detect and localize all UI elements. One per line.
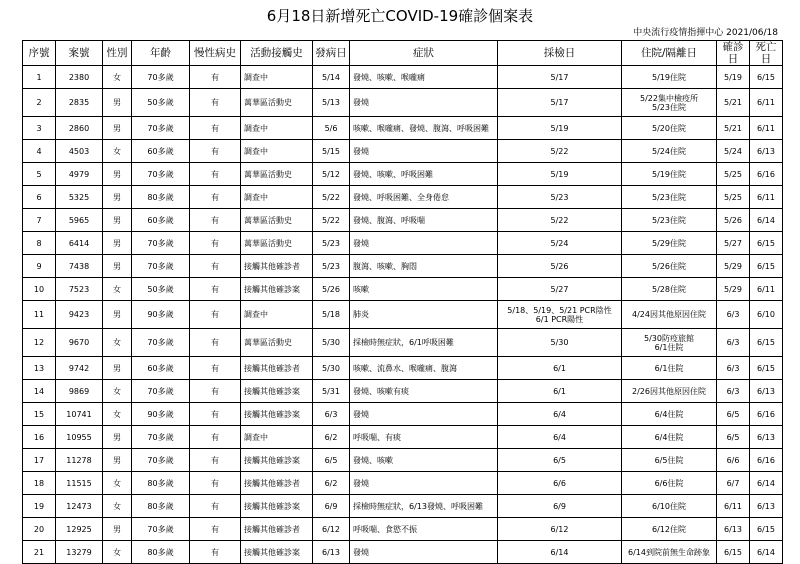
cell-case-no: 12473	[56, 495, 103, 518]
table-body	[23, 66, 783, 564]
death-case-table	[22, 40, 783, 564]
cell-admission: 6/6住院	[622, 472, 717, 495]
cell-contact: 接觸其他確診案	[241, 449, 313, 472]
cell-seq: 13	[23, 357, 56, 380]
cell-chronic: 有	[190, 163, 241, 186]
cell-case-no: 2835	[56, 89, 103, 117]
cell-symptoms: 發燒、咳嗽	[350, 449, 498, 472]
cell-chronic: 有	[190, 449, 241, 472]
cell-chronic: 有	[190, 357, 241, 380]
cell-case-no: 4979	[56, 163, 103, 186]
cell-chronic: 有	[190, 209, 241, 232]
cell-chronic: 有	[190, 495, 241, 518]
cell-sex: 男	[103, 163, 132, 186]
cell-age: 90多歲	[132, 301, 190, 329]
cell-seq: 19	[23, 495, 56, 518]
table-row	[23, 278, 783, 301]
table-row	[23, 495, 783, 518]
table-row	[23, 117, 783, 140]
cell-onset: 5/13	[313, 89, 350, 117]
cell-symptoms: 採檢時無症狀，6/1呼吸困難	[350, 329, 498, 357]
cell-death-date: 6/11	[750, 278, 783, 301]
cell-age: 80多歲	[132, 186, 190, 209]
table-header-row	[23, 41, 783, 66]
cell-sample-date: 5/22	[498, 140, 622, 163]
cell-confirm-date: 6/3	[717, 301, 750, 329]
cell-death-date: 6/15	[750, 329, 783, 357]
cell-symptoms: 發燒	[350, 541, 498, 564]
cell-seq: 8	[23, 232, 56, 255]
cell-case-no: 10955	[56, 426, 103, 449]
header-case-no: 案號	[56, 41, 103, 66]
header-symptoms: 症狀	[350, 41, 498, 66]
cell-admission: 5/22集中檢疫所 5/23住院	[622, 89, 717, 117]
cell-age: 70多歲	[132, 449, 190, 472]
cell-seq: 1	[23, 66, 56, 89]
table-row	[23, 66, 783, 89]
table-row	[23, 186, 783, 209]
cell-sample-date: 6/1	[498, 357, 622, 380]
cell-symptoms: 發燒	[350, 232, 498, 255]
cell-age: 80多歲	[132, 495, 190, 518]
cell-death-date: 6/13	[750, 495, 783, 518]
cell-admission: 6/14到院前無生命跡象	[622, 541, 717, 564]
cell-confirm-date: 6/3	[717, 357, 750, 380]
cell-sex: 男	[103, 186, 132, 209]
cell-symptoms: 咳嗽	[350, 278, 498, 301]
cell-sample-date: 6/1	[498, 380, 622, 403]
table-row	[23, 232, 783, 255]
cell-contact: 接觸其他確診案	[241, 278, 313, 301]
cell-onset: 5/6	[313, 117, 350, 140]
cell-admission: 5/19住院	[622, 163, 717, 186]
cell-onset: 6/3	[313, 403, 350, 426]
cell-age: 50多歲	[132, 89, 190, 117]
cell-death-date: 6/13	[750, 426, 783, 449]
cell-admission: 5/23住院	[622, 186, 717, 209]
cell-contact: 接觸其他確診案	[241, 403, 313, 426]
cell-seq: 9	[23, 255, 56, 278]
cell-sample-date: 5/23	[498, 186, 622, 209]
cell-seq: 6	[23, 186, 56, 209]
cell-seq: 4	[23, 140, 56, 163]
cell-symptoms: 採檢時無症狀，6/13發燒、呼吸困難	[350, 495, 498, 518]
cell-contact: 萬華區活動史	[241, 209, 313, 232]
cell-onset: 5/15	[313, 140, 350, 163]
cell-age: 70多歲	[132, 426, 190, 449]
cell-case-no: 9869	[56, 380, 103, 403]
cell-contact: 萬華區活動史	[241, 232, 313, 255]
cell-seq: 10	[23, 278, 56, 301]
cell-onset: 6/5	[313, 449, 350, 472]
cell-onset: 5/12	[313, 163, 350, 186]
cell-case-no: 7523	[56, 278, 103, 301]
cell-sex: 男	[103, 449, 132, 472]
cell-contact: 調查中	[241, 117, 313, 140]
cell-age: 60多歲	[132, 357, 190, 380]
cell-case-no: 9423	[56, 301, 103, 329]
cell-confirm-date: 5/21	[717, 117, 750, 140]
cell-sex: 女	[103, 403, 132, 426]
cell-death-date: 6/16	[750, 403, 783, 426]
cell-chronic: 有	[190, 380, 241, 403]
cell-death-date: 6/15	[750, 518, 783, 541]
cell-onset: 6/13	[313, 541, 350, 564]
table-row	[23, 209, 783, 232]
cell-confirm-date: 5/25	[717, 186, 750, 209]
cell-sex: 女	[103, 329, 132, 357]
cell-seq: 15	[23, 403, 56, 426]
cell-death-date: 6/11	[750, 89, 783, 117]
cell-sample-date: 5/18、5/19、5/21 PCR陰性 6/1 PCR陽性	[498, 301, 622, 329]
cell-admission: 5/19住院	[622, 66, 717, 89]
cell-age: 70多歲	[132, 380, 190, 403]
cell-symptoms: 發燒、呼吸困難、全身倦怠	[350, 186, 498, 209]
cell-admission: 6/4住院	[622, 403, 717, 426]
cell-contact: 接觸其他確診者	[241, 518, 313, 541]
cell-symptoms: 發燒、咳嗽、呼吸困難	[350, 163, 498, 186]
cell-admission: 4/24因其他原因住院	[622, 301, 717, 329]
cell-admission: 2/26因其他原因住院	[622, 380, 717, 403]
cell-seq: 3	[23, 117, 56, 140]
cell-seq: 11	[23, 301, 56, 329]
header-sample-date: 採檢日	[498, 41, 622, 66]
cell-admission: 6/1住院	[622, 357, 717, 380]
cell-confirm-date: 6/11	[717, 495, 750, 518]
cell-chronic: 有	[190, 278, 241, 301]
cell-death-date: 6/13	[750, 140, 783, 163]
cell-contact: 接觸其他確診者	[241, 255, 313, 278]
cell-contact: 調查中	[241, 426, 313, 449]
cell-sex: 男	[103, 117, 132, 140]
cell-sex: 男	[103, 518, 132, 541]
cell-symptoms: 發燒	[350, 403, 498, 426]
cell-symptoms: 呼吸喘、有痰	[350, 426, 498, 449]
table-row	[23, 140, 783, 163]
cell-confirm-date: 5/24	[717, 140, 750, 163]
cell-symptoms: 腹瀉、咳嗽、胸悶	[350, 255, 498, 278]
cell-contact: 接觸其他確診案	[241, 541, 313, 564]
cell-sample-date: 6/14	[498, 541, 622, 564]
cell-confirm-date: 6/15	[717, 541, 750, 564]
cell-sample-date: 6/6	[498, 472, 622, 495]
cell-chronic: 有	[190, 518, 241, 541]
table-row	[23, 329, 783, 357]
cell-contact: 接觸其他確診案	[241, 495, 313, 518]
cell-onset: 5/22	[313, 186, 350, 209]
cell-chronic: 有	[190, 403, 241, 426]
cell-admission: 5/20住院	[622, 117, 717, 140]
cell-chronic: 有	[190, 66, 241, 89]
cell-age: 70多歲	[132, 117, 190, 140]
table-row	[23, 380, 783, 403]
cell-seq: 5	[23, 163, 56, 186]
cell-case-no: 5965	[56, 209, 103, 232]
cell-contact: 萬華區活動史	[241, 163, 313, 186]
cell-case-no: 7438	[56, 255, 103, 278]
cell-contact: 萬華區活動史	[241, 89, 313, 117]
cell-age: 70多歲	[132, 66, 190, 89]
cell-onset: 6/2	[313, 426, 350, 449]
cell-contact: 萬華區活動史	[241, 329, 313, 357]
cell-chronic: 有	[190, 232, 241, 255]
cell-death-date: 6/15	[750, 232, 783, 255]
table-row	[23, 518, 783, 541]
cell-sex: 女	[103, 140, 132, 163]
cell-admission: 5/23住院	[622, 209, 717, 232]
cell-case-no: 9670	[56, 329, 103, 357]
cell-confirm-date: 6/5	[717, 426, 750, 449]
cell-symptoms: 發燒、咳嗽、喉嚨痛	[350, 66, 498, 89]
header-age: 年齡	[132, 41, 190, 66]
cell-contact: 接觸其他確診者	[241, 472, 313, 495]
cell-sample-date: 5/17	[498, 66, 622, 89]
cell-sample-date: 5/30	[498, 329, 622, 357]
cell-onset: 5/14	[313, 66, 350, 89]
cell-death-date: 6/10	[750, 301, 783, 329]
header-death-date: 死亡日	[750, 41, 783, 66]
cell-confirm-date: 6/3	[717, 380, 750, 403]
cell-sample-date: 5/26	[498, 255, 622, 278]
cell-death-date: 6/15	[750, 255, 783, 278]
cell-age: 80多歲	[132, 541, 190, 564]
cell-age: 50多歲	[132, 278, 190, 301]
table-row	[23, 403, 783, 426]
cell-onset: 5/26	[313, 278, 350, 301]
cell-confirm-date: 5/27	[717, 232, 750, 255]
cell-sample-date: 6/4	[498, 426, 622, 449]
cell-case-no: 10741	[56, 403, 103, 426]
header-chronic: 慢性病史	[190, 41, 241, 66]
cell-symptoms: 發燒	[350, 472, 498, 495]
cell-confirm-date: 5/21	[717, 89, 750, 117]
cell-admission: 6/4住院	[622, 426, 717, 449]
cell-sex: 男	[103, 301, 132, 329]
cell-admission: 6/5住院	[622, 449, 717, 472]
cell-sex: 男	[103, 209, 132, 232]
cell-symptoms: 發燒、咳嗽有痰	[350, 380, 498, 403]
cell-symptoms: 肺炎	[350, 301, 498, 329]
cell-sex: 女	[103, 66, 132, 89]
cell-seq: 18	[23, 472, 56, 495]
cell-age: 70多歲	[132, 329, 190, 357]
cell-age: 60多歲	[132, 140, 190, 163]
cell-sample-date: 5/17	[498, 89, 622, 117]
cell-seq: 16	[23, 426, 56, 449]
cell-admission: 5/26住院	[622, 255, 717, 278]
table-row	[23, 472, 783, 495]
cell-admission: 5/28住院	[622, 278, 717, 301]
cell-sex: 女	[103, 495, 132, 518]
cell-admission: 6/10住院	[622, 495, 717, 518]
cell-sample-date: 6/4	[498, 403, 622, 426]
cell-onset: 5/22	[313, 209, 350, 232]
cell-chronic: 有	[190, 426, 241, 449]
table-row	[23, 255, 783, 278]
cell-contact: 調查中	[241, 66, 313, 89]
table-row	[23, 426, 783, 449]
cell-admission: 5/24住院	[622, 140, 717, 163]
cell-chronic: 有	[190, 329, 241, 357]
cell-death-date: 6/11	[750, 117, 783, 140]
cell-contact: 接觸其他確診案	[241, 380, 313, 403]
cell-sex: 女	[103, 541, 132, 564]
cell-contact: 調查中	[241, 301, 313, 329]
cell-sex: 女	[103, 380, 132, 403]
cell-age: 70多歲	[132, 163, 190, 186]
cell-sample-date: 6/12	[498, 518, 622, 541]
cell-chronic: 有	[190, 472, 241, 495]
cell-age: 80多歲	[132, 472, 190, 495]
cell-confirm-date: 6/7	[717, 472, 750, 495]
cell-symptoms: 呼吸喘、食慾不振	[350, 518, 498, 541]
cell-confirm-date: 5/25	[717, 163, 750, 186]
cell-sex: 男	[103, 357, 132, 380]
cell-onset: 6/2	[313, 472, 350, 495]
cell-seq: 17	[23, 449, 56, 472]
cell-age: 70多歲	[132, 255, 190, 278]
cell-death-date: 6/15	[750, 357, 783, 380]
cell-case-no: 11515	[56, 472, 103, 495]
cell-sample-date: 5/22	[498, 209, 622, 232]
cell-case-no: 6414	[56, 232, 103, 255]
header-seq: 序號	[23, 41, 56, 66]
cell-death-date: 6/14	[750, 541, 783, 564]
cell-death-date: 6/14	[750, 209, 783, 232]
cell-sex: 男	[103, 232, 132, 255]
cell-onset: 5/30	[313, 329, 350, 357]
cell-onset: 5/23	[313, 232, 350, 255]
cell-confirm-date: 6/3	[717, 329, 750, 357]
cell-age: 70多歲	[132, 518, 190, 541]
cell-sample-date: 5/19	[498, 163, 622, 186]
cell-chronic: 有	[190, 89, 241, 117]
cell-case-no: 4503	[56, 140, 103, 163]
cell-chronic: 有	[190, 140, 241, 163]
cell-sex: 女	[103, 472, 132, 495]
cell-case-no: 11278	[56, 449, 103, 472]
cell-sex: 男	[103, 426, 132, 449]
cell-sample-date: 5/27	[498, 278, 622, 301]
cell-sample-date: 5/19	[498, 117, 622, 140]
cell-death-date: 6/14	[750, 472, 783, 495]
cell-contact: 調查中	[241, 140, 313, 163]
cell-contact: 接觸其他確診者	[241, 357, 313, 380]
cell-confirm-date: 5/19	[717, 66, 750, 89]
cell-death-date: 6/11	[750, 186, 783, 209]
cell-case-no: 12925	[56, 518, 103, 541]
cell-seq: 12	[23, 329, 56, 357]
cell-sex: 男	[103, 255, 132, 278]
cell-admission: 5/29住院	[622, 232, 717, 255]
cell-chronic: 有	[190, 186, 241, 209]
cell-sex: 男	[103, 89, 132, 117]
header-confirm-date: 確診日	[717, 41, 750, 66]
cell-age: 90多歲	[132, 403, 190, 426]
cell-death-date: 6/16	[750, 163, 783, 186]
cell-chronic: 有	[190, 117, 241, 140]
cell-symptoms: 咳嗽、喉嚨痛、發燒、腹瀉、呼吸困難	[350, 117, 498, 140]
cell-onset: 5/31	[313, 380, 350, 403]
document-title: 6月18日新增死亡COVID-19確診個案表	[266, 7, 534, 25]
cell-confirm-date: 5/26	[717, 209, 750, 232]
cell-case-no: 9742	[56, 357, 103, 380]
cell-chronic: 有	[190, 541, 241, 564]
cell-case-no: 5325	[56, 186, 103, 209]
cell-symptoms: 發燒	[350, 140, 498, 163]
cell-case-no: 13279	[56, 541, 103, 564]
cell-admission: 5/30防疫旅館 6/1住院	[622, 329, 717, 357]
header-onset: 發病日	[313, 41, 350, 66]
cell-sample-date: 6/9	[498, 495, 622, 518]
cell-sample-date: 5/24	[498, 232, 622, 255]
cell-sample-date: 6/5	[498, 449, 622, 472]
cell-symptoms: 咳嗽、流鼻水、喉嚨痛、腹瀉	[350, 357, 498, 380]
cell-onset: 5/23	[313, 255, 350, 278]
table-row	[23, 301, 783, 329]
cell-confirm-date: 6/13	[717, 518, 750, 541]
cell-admission: 6/12住院	[622, 518, 717, 541]
cell-onset: 6/12	[313, 518, 350, 541]
cell-death-date: 6/13	[750, 380, 783, 403]
cell-onset: 6/9	[313, 495, 350, 518]
cell-seq: 2	[23, 89, 56, 117]
table-row	[23, 163, 783, 186]
header-admission: 住院/隔離日	[622, 41, 717, 66]
cell-onset: 5/18	[313, 301, 350, 329]
cell-confirm-date: 5/29	[717, 255, 750, 278]
cell-death-date: 6/16	[750, 449, 783, 472]
cell-age: 70多歲	[132, 232, 190, 255]
cell-chronic: 有	[190, 301, 241, 329]
table-row	[23, 449, 783, 472]
cell-symptoms: 發燒、腹瀉、呼吸喘	[350, 209, 498, 232]
cell-sex: 女	[103, 278, 132, 301]
cell-confirm-date: 6/6	[717, 449, 750, 472]
cell-death-date: 6/15	[750, 66, 783, 89]
table-row	[23, 89, 783, 117]
cell-seq: 20	[23, 518, 56, 541]
cell-chronic: 有	[190, 255, 241, 278]
cell-onset: 5/30	[313, 357, 350, 380]
table-row	[23, 541, 783, 564]
cell-confirm-date: 5/29	[717, 278, 750, 301]
header-sex: 性別	[103, 41, 132, 66]
table-row	[23, 357, 783, 380]
cell-case-no: 2860	[56, 117, 103, 140]
cell-seq: 14	[23, 380, 56, 403]
cell-age: 60多歲	[132, 209, 190, 232]
cell-seq: 7	[23, 209, 56, 232]
cell-seq: 21	[23, 541, 56, 564]
cell-case-no: 2380	[56, 66, 103, 89]
cell-confirm-date: 6/5	[717, 403, 750, 426]
cell-contact: 調查中	[241, 186, 313, 209]
source-and-date: 中央流行疫情指揮中心 2021/06/18	[633, 28, 778, 38]
header-contact: 活動接觸史	[241, 41, 313, 66]
cell-symptoms: 發燒	[350, 89, 498, 117]
